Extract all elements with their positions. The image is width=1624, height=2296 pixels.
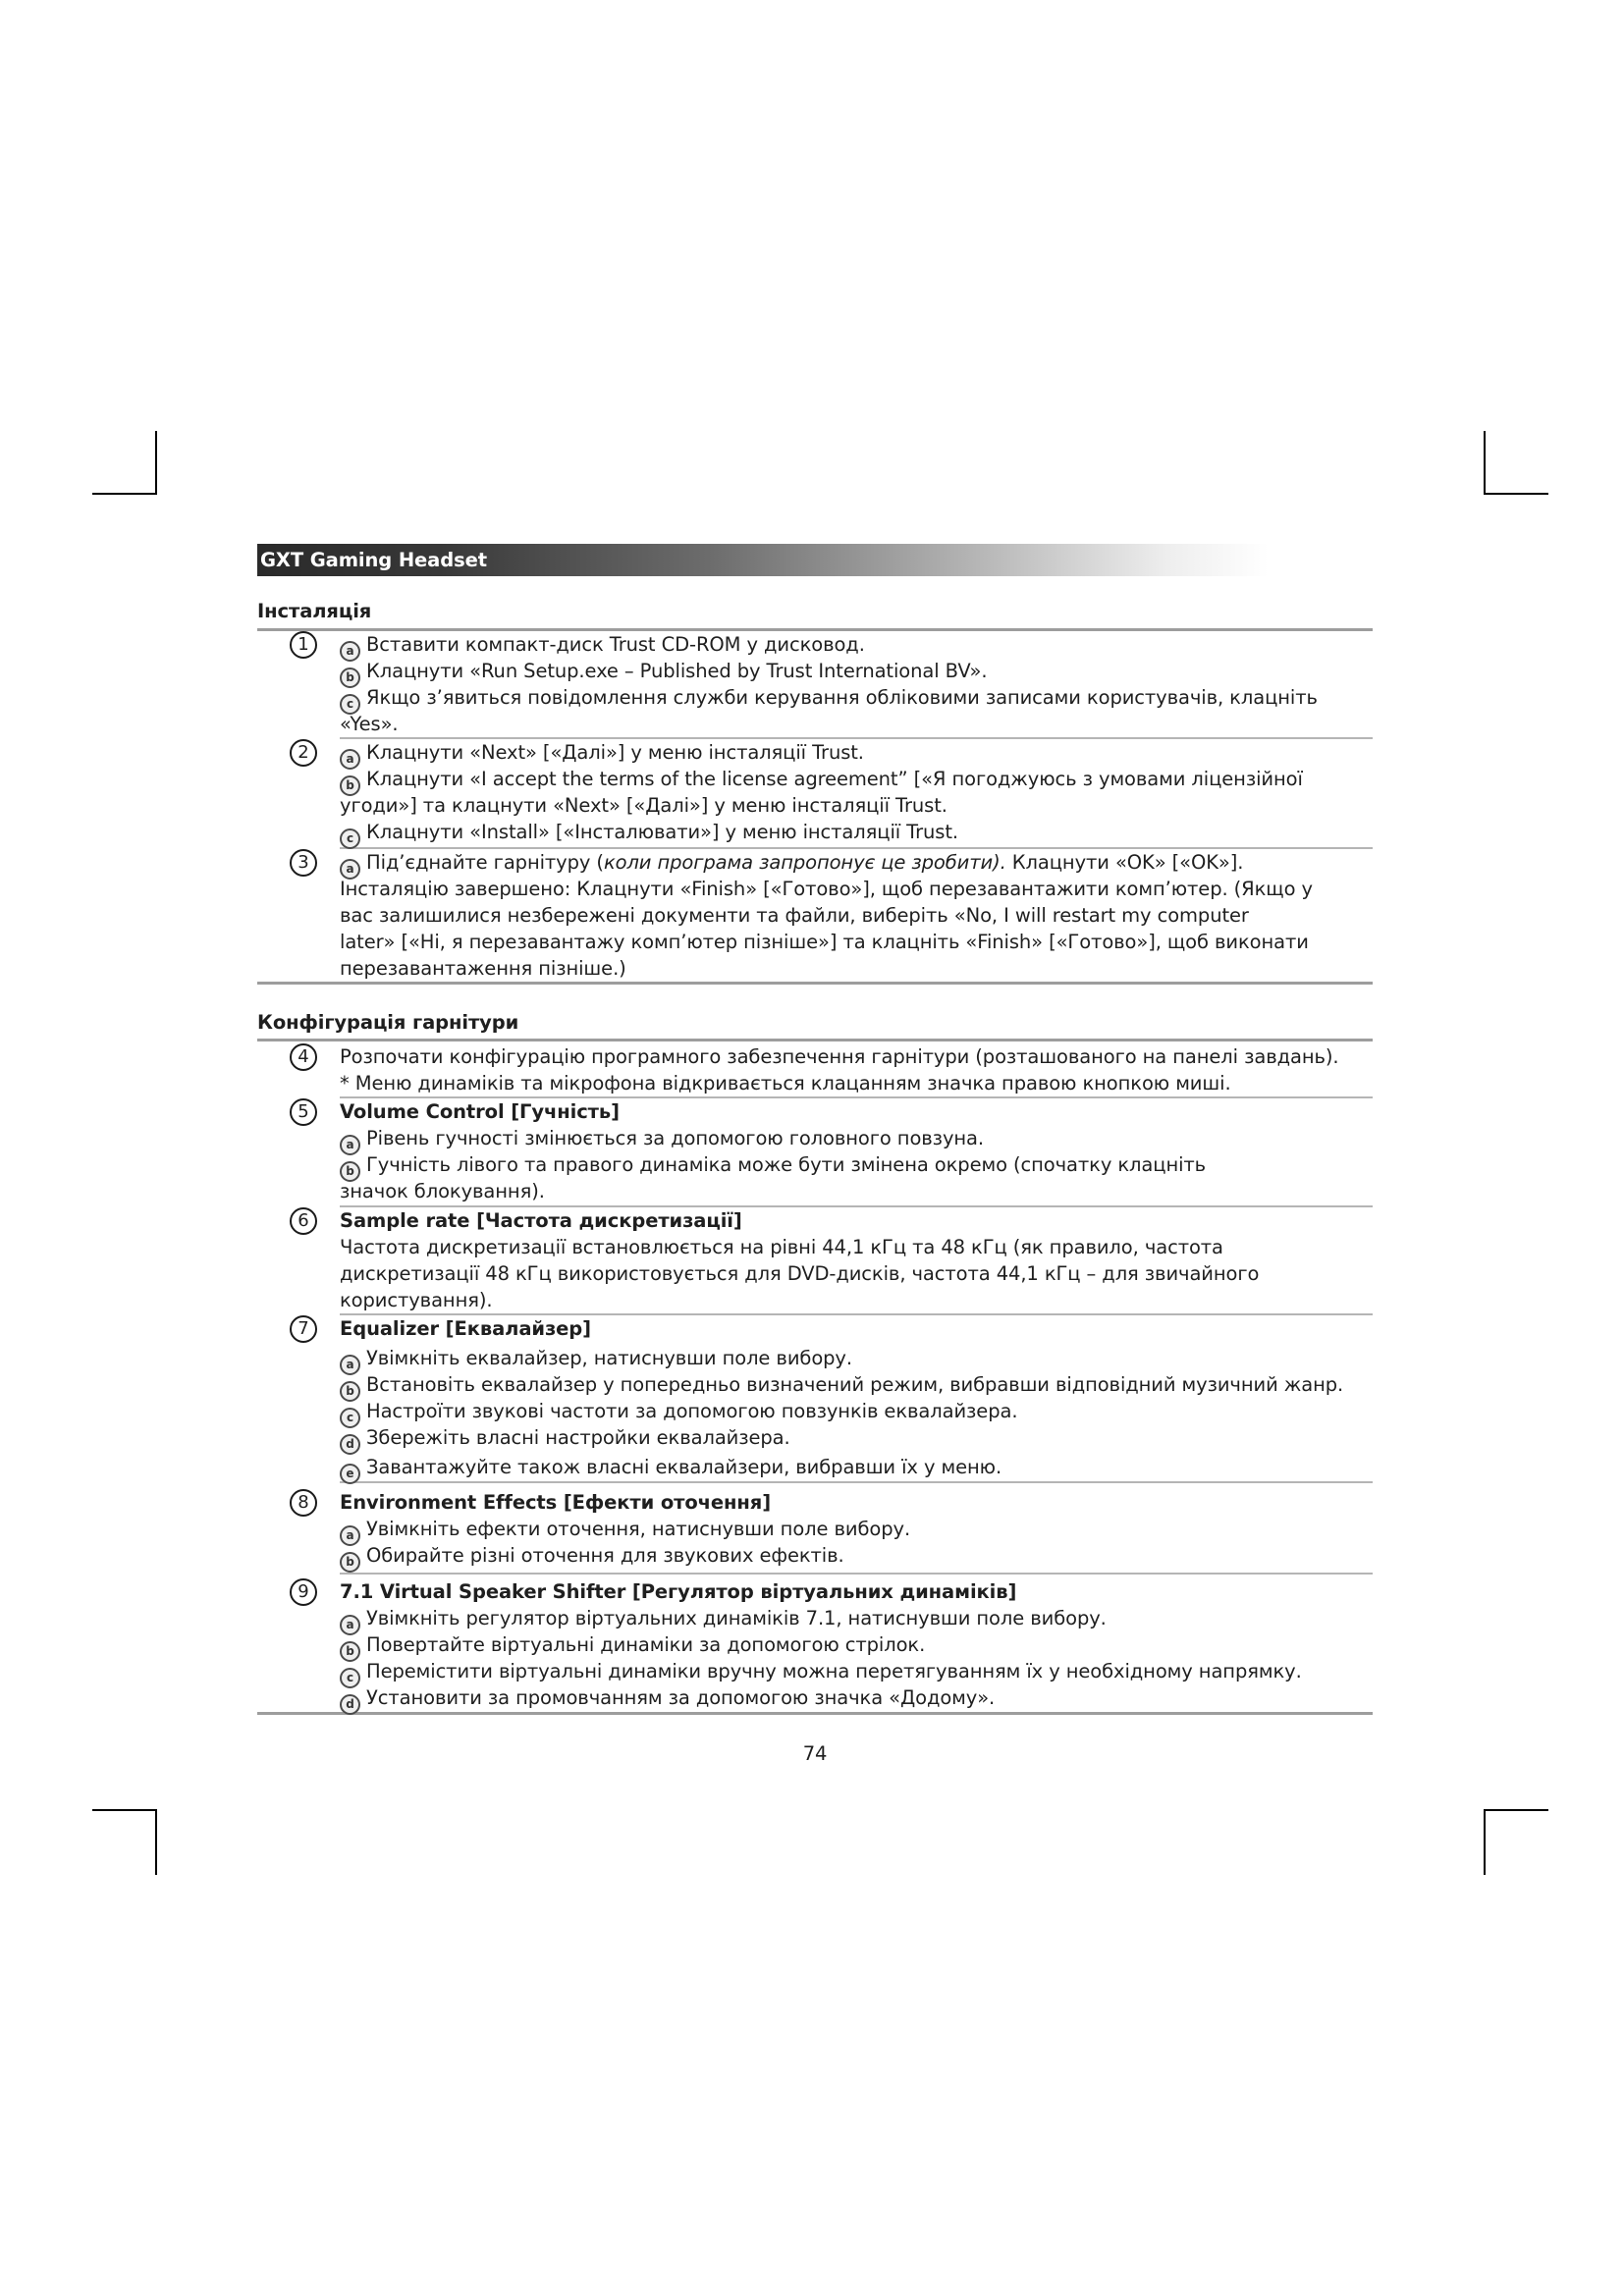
manual-page-content (257, 544, 1373, 1767)
instruction-line (340, 766, 1373, 792)
instruction-line (340, 929, 1373, 955)
crop-mark-top-left (92, 493, 157, 495)
instruction-line (340, 739, 1373, 766)
instruction-text: Розпочати конфігурацію програмного забезпечення гарнітури (розташованого на панелі завдань). (340, 1045, 1339, 1068)
instruction-text: Клацнути «OK» [«OK»]. (1005, 851, 1244, 874)
crop-mark-bottom-right (1484, 1809, 1548, 1811)
crop-mark-top-left (155, 431, 157, 495)
instruction-line (340, 1178, 1373, 1204)
circled-letter-icon: b (340, 1161, 360, 1182)
instruction-text: Під’єднайте гарнітуру ( (366, 851, 604, 874)
instruction-text-italic: коли програма запропонує це зробити). (603, 851, 1006, 874)
circled-letter-icon: d (340, 1434, 360, 1455)
step-number-badge: 5 (290, 1098, 317, 1126)
instruction-line (340, 849, 1373, 876)
step-heading: Equalizer [Еквалайзер] (340, 1317, 591, 1340)
step-number-badge: 2 (290, 739, 317, 767)
instruction-line (340, 1516, 1373, 1542)
circled-letter-icon: c (340, 1408, 360, 1428)
circled-letter-icon: b (340, 1641, 360, 1662)
circled-letter-icon: a (340, 749, 360, 770)
instruction-text: Клацнути «Install» [«Інсталювати»] у меню інсталяції Trust. (366, 821, 958, 843)
instruction-text: Якщо з’явиться повідомлення служби керування обліковими записами користувачів, клацніть (366, 686, 1318, 709)
instruction-text: Увімкніть регулятор віртуальних динаміків 7.1, натиснувши поле вибору. (366, 1607, 1107, 1629)
circled-letter-icon: c (340, 694, 360, 715)
step-heading: Sample rate [Частота дискретизації] (340, 1209, 742, 1232)
instruction-line (340, 1260, 1373, 1287)
step-heading: 7.1 Virtual Speaker Shifter [Регулятор віртуальних динаміків] (340, 1580, 1017, 1603)
instruction-text: later» [«Ні, я перезавантажу комп’ютер пізніше»] та клацніть «Finish» [«Готово»], щоб виконати (340, 931, 1309, 953)
instruction-text: Збережіть власні настройки еквалайзера. (366, 1426, 790, 1449)
instruction-text: * Меню динаміків та мікрофона відкривається клацанням значка правою кнопкою миші. (340, 1072, 1231, 1095)
section-installation (257, 598, 1373, 985)
step-8 (257, 1483, 1373, 1575)
instruction-line (340, 1542, 1373, 1569)
instruction-line (340, 1631, 1373, 1658)
step-heading: Environment Effects [Ефекти оточення] (340, 1491, 772, 1514)
instruction-line (340, 1454, 1373, 1480)
instruction-text: Рівень гучності змінюється за допомогою головного повзуна. (366, 1127, 984, 1149)
instruction-text: Гучність лівого та правого динаміка може бути змінена окремо (спочатку клацніть (366, 1153, 1207, 1176)
instruction-text: вас залишилися незбережені документи та файли, виберіть «No, I will restart my computer (340, 904, 1249, 927)
instruction-text: Увімкніть еквалайзер, натиснувши поле вибору. (366, 1347, 852, 1369)
instruction-text: Клацнути «Next» [«Далі»] у меню інсталяції Trust. (366, 741, 864, 764)
crop-mark-bottom-left (92, 1809, 157, 1811)
crop-mark-bottom-left (155, 1809, 157, 1875)
header-bar (257, 544, 1269, 576)
circled-letter-icon: a (340, 1355, 360, 1375)
instruction-text: Установити за промовчанням за допомогою значка «Додому». (366, 1686, 996, 1709)
instruction-line (340, 631, 1373, 658)
instruction-text: Увімкніть ефекти оточення, натиснувши поле вибору. (366, 1518, 911, 1540)
instruction-line (340, 1151, 1373, 1178)
header-title: GXT Gaming Headset (260, 549, 487, 571)
step-6 (257, 1207, 1373, 1315)
step-number-badge: 9 (290, 1578, 317, 1606)
circled-letter-icon: a (340, 1135, 360, 1155)
circled-letter-icon: a (340, 1525, 360, 1546)
instruction-line (340, 792, 1373, 819)
instruction-text: Інсталяцію завершено: Клацнути «Finish» [«Готово»], щоб перезавантажити комп’ютер. (Якщо у (340, 878, 1313, 900)
step-number-badge: 6 (290, 1207, 317, 1235)
circled-letter-icon: b (340, 1381, 360, 1402)
crop-mark-top-right (1484, 493, 1548, 495)
circled-letter-icon: b (340, 667, 360, 688)
instruction-line (340, 1605, 1373, 1631)
instruction-text: Вставити компакт-диск Trust CD-ROM у дисковод. (366, 633, 865, 656)
instruction-line (340, 902, 1373, 929)
circled-letter-icon: c (340, 1668, 360, 1688)
step-7 (257, 1315, 1373, 1483)
instruction-text: Настроїти звукові частоти за допомогою повзунків еквалайзера. (366, 1400, 1018, 1422)
circled-letter-icon: d (340, 1694, 360, 1715)
instruction-text: перезавантаження пізніше.) (340, 957, 626, 980)
instruction-text: значок блокування). (340, 1180, 545, 1202)
step-number-badge: 7 (290, 1315, 317, 1343)
instruction-line (340, 1658, 1373, 1684)
instruction-line (340, 711, 1373, 737)
step-9 (257, 1575, 1373, 1715)
crop-mark-bottom-right (1484, 1809, 1486, 1875)
instruction-line (340, 1043, 1373, 1070)
instruction-line (340, 1287, 1373, 1313)
instruction-text: «Yes». (340, 713, 399, 735)
circled-letter-icon: c (340, 828, 360, 849)
instruction-line (340, 658, 1373, 684)
instruction-text: Клацнути «I accept the terms of the license agreement” [«Я погоджуюсь з умовами ліцензійної (366, 768, 1303, 790)
circled-letter-icon: b (340, 1552, 360, 1573)
step-5 (257, 1098, 1373, 1207)
instruction-text: Перемістити віртуальні динаміки вручну можна перетягуванням їх у необхідному напрямку. (366, 1660, 1302, 1682)
instruction-line (340, 1234, 1373, 1260)
page-number: 74 (802, 1742, 828, 1765)
section-title: Конфігурація гарнітури (257, 1009, 1373, 1041)
circled-letter-icon: e (340, 1464, 360, 1484)
circled-letter-icon: a (340, 859, 360, 880)
instruction-line (340, 1684, 1373, 1711)
step-heading: Volume Control [Гучність] (340, 1100, 620, 1123)
instruction-line (340, 1398, 1373, 1424)
instruction-text: угоди»] та клацнути «Next» [«Далі»] у меню інсталяції Trust. (340, 794, 947, 817)
instruction-text: Встановіть еквалайзер у попередньо визначений режим, вибравши відповідний музичний жанр. (366, 1373, 1344, 1396)
instruction-line (340, 1371, 1373, 1398)
circled-letter-icon: b (340, 775, 360, 796)
instruction-text: Обирайте різні оточення для звукових ефектів. (366, 1544, 844, 1567)
instruction-text: Завантажуйте також власні еквалайзери, вибравши їх у меню. (366, 1456, 1002, 1478)
step-number-badge: 8 (290, 1489, 317, 1517)
instruction-text: Повертайте віртуальні динаміки за допомогою стрілок. (366, 1633, 926, 1656)
step-3 (257, 849, 1373, 985)
instruction-text: Частота дискретизації встановлюється на рівні 44,1 кГц та 48 кГц (як правило, частота (340, 1236, 1223, 1258)
instruction-line (340, 1424, 1373, 1451)
instruction-line (340, 1345, 1373, 1371)
step-1 (257, 631, 1373, 739)
instruction-line (340, 876, 1373, 902)
section-title: Інсталяція (257, 598, 1373, 631)
instruction-line (340, 1070, 1373, 1096)
crop-mark-top-right (1484, 431, 1486, 495)
instruction-line (340, 819, 1373, 845)
step-number-badge: 1 (290, 631, 317, 659)
instruction-line (340, 955, 1373, 982)
instruction-text: користування). (340, 1289, 493, 1311)
step-2 (257, 739, 1373, 849)
section-headset-configuration (257, 1009, 1373, 1715)
step-number-badge: 3 (290, 849, 317, 877)
step-number-badge: 4 (290, 1043, 317, 1071)
instruction-line (340, 1125, 1373, 1151)
step-4 (257, 1041, 1373, 1098)
circled-letter-icon: a (340, 1615, 360, 1635)
instruction-text: дискретизації 48 кГц використовується для DVD-дисків, частота 44,1 кГц – для звичайного (340, 1262, 1260, 1285)
instruction-line (340, 684, 1373, 711)
instruction-text: Клацнути «Run Setup.exe – Published by Trust International BV». (366, 660, 988, 682)
circled-letter-icon: a (340, 641, 360, 662)
